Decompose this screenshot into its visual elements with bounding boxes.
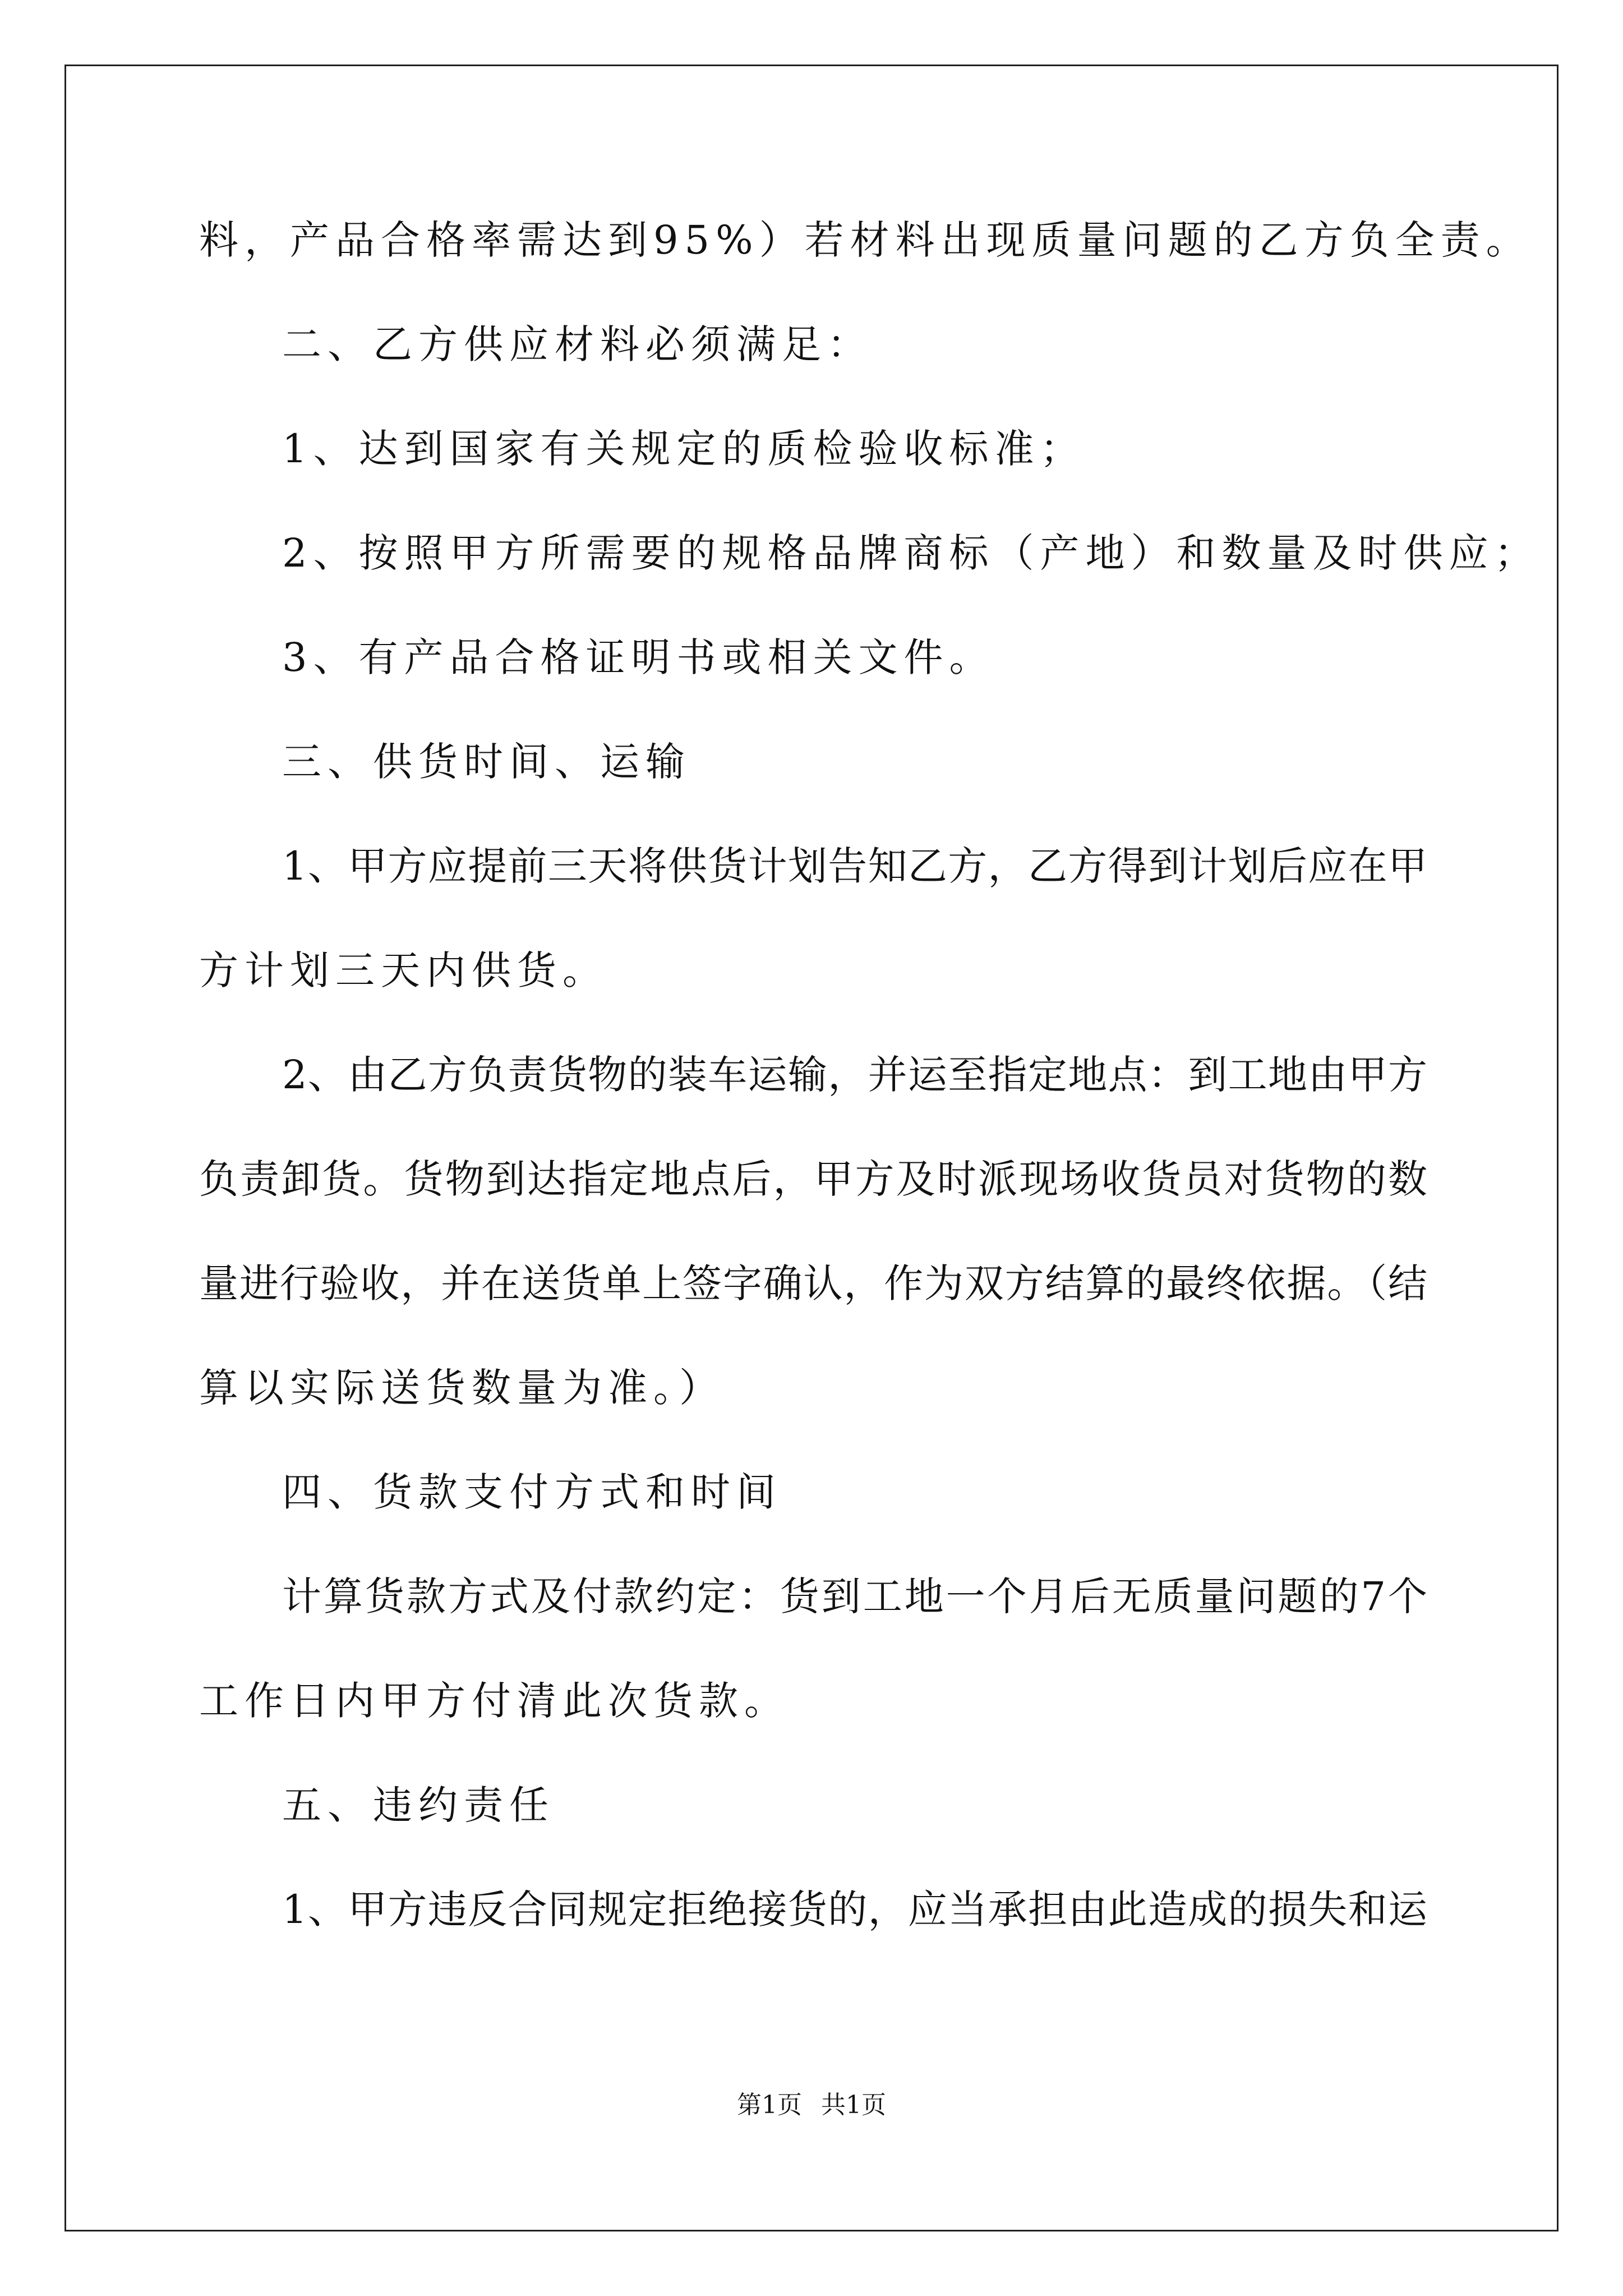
- text-line: 1、甲方违反合同规定拒绝接货的，应当承担由此造成的损失和运: [282, 1887, 1427, 1932]
- section-heading: 三、供货时间、运输: [282, 739, 691, 785]
- text-line: 算以实际送货数量为准。）: [199, 1365, 725, 1411]
- text-line: 负责卸货。货物到达指定地点后，甲方及时派现场收货员对货物的数: [199, 1156, 1427, 1202]
- text-line: 方计划三天内供货。: [199, 947, 608, 993]
- page-number: 第1页: [737, 2091, 802, 2119]
- text-line: 3、有产品合格证明书或相关文件。: [282, 634, 995, 680]
- text-line: 料，产品合格率需达到95%）若材料出现质量问题的乙方负全责。: [199, 217, 1532, 263]
- text-line: 2、按照甲方所需要的规格品牌商标（产地）和数量及时供应；: [282, 530, 1540, 576]
- section-heading: 二、乙方供应材料必须满足：: [282, 321, 873, 367]
- page-total: 共1页: [821, 2091, 886, 2119]
- text-line: 1、达到国家有关规定的质检验收标准；: [282, 426, 1086, 472]
- text-line: 工作日内甲方付清此次货款。: [199, 1678, 790, 1724]
- section-heading: 五、违约责任: [282, 1782, 555, 1828]
- page-footer: [0, 2090, 1623, 2121]
- text-line: 计算货款方式及付款约定：货到工地一个月后无质量问题的7个: [282, 1573, 1427, 1619]
- text-line: 量进行验收，并在送货单上签字确认，作为双方结算的最终依据。（结: [199, 1260, 1427, 1306]
- section-heading: 四、货款支付方式和时间: [282, 1469, 782, 1515]
- text-line: 2、由乙方负责货物的装车运输，并运至指定地点：到工地由甲方: [282, 1052, 1427, 1098]
- text-line: 1、甲方应提前三天将供货计划告知乙方，乙方得到计划后应在甲: [282, 843, 1427, 889]
